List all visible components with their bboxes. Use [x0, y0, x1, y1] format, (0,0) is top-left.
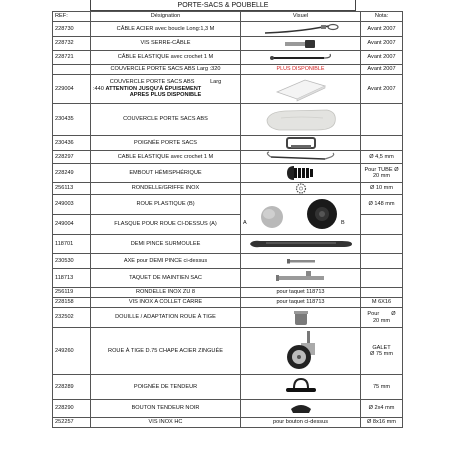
- row-visual: [241, 136, 361, 151]
- row-note: Ø 10 mm: [361, 183, 403, 195]
- row-designation: POIGNÉE PORTE SACS: [91, 136, 241, 151]
- row-visual-text: pour taquet 118713: [241, 288, 361, 298]
- row-ref: 228290: [53, 400, 91, 418]
- row-ref: 228249: [53, 164, 91, 183]
- row-note-line: Ø 75 mm: [369, 351, 393, 357]
- row-designation: TAQUET DE MAINTIEN SAC: [91, 269, 241, 288]
- row-ref: 229004: [53, 75, 91, 104]
- table-header-row: [53, 12, 403, 22]
- row-visual: [241, 151, 361, 164]
- row-ref: 232502: [53, 308, 91, 328]
- table-row: [53, 308, 403, 328]
- table-row: [53, 104, 403, 136]
- label-b: B: [341, 220, 345, 226]
- screw-clamp-icon: [281, 38, 321, 50]
- table-row: [53, 65, 403, 75]
- axle-icon: [281, 255, 321, 267]
- caster-icon: [271, 329, 331, 373]
- column-header-note: Nota:: [361, 12, 403, 22]
- row-warning: APRES PLUS DISPONIBLE: [129, 92, 202, 99]
- row-visual: [241, 308, 361, 328]
- row-ref: 252257: [53, 418, 91, 428]
- page-title: PORTE-SACS & POUBELLE: [90, 0, 356, 11]
- row-note: Ø 2x4 mm: [361, 400, 403, 418]
- row-ref: 230435: [53, 104, 91, 136]
- row-note: [361, 254, 403, 269]
- handle-icon: [281, 136, 321, 150]
- row-designation-line: COUVERCLE PORTE SACS ABS: [109, 79, 195, 86]
- row-visual-status: PLUS DISPONIBLE: [241, 65, 361, 75]
- table-row: [53, 254, 403, 269]
- row-note: Avant 2007: [361, 65, 403, 75]
- table-row: [53, 22, 403, 37]
- row-visual: [241, 235, 361, 254]
- row-designation: COUVERCLE PORTE SACS ABS: [91, 104, 241, 136]
- half-clamp-icon: [246, 237, 356, 251]
- row-note: [361, 308, 403, 328]
- row-visual: [241, 269, 361, 288]
- table-row: [53, 51, 403, 65]
- row-ref: 249004: [53, 215, 91, 235]
- row-ref: [53, 65, 91, 75]
- row-designation: RONDELLE/GRIFFE INOX: [91, 183, 241, 195]
- row-ref: 228158: [53, 298, 91, 308]
- row-designation: RONDELLE INOX ZU 8: [91, 288, 241, 298]
- bushing-icon: [281, 309, 321, 327]
- row-ref: 118701: [53, 235, 91, 254]
- row-note-line: Pour TUBE Ø: [364, 166, 399, 173]
- row-ref: 228721: [53, 51, 91, 65]
- row-designation: CABLE ELASTIQUE avec crochet 1 M: [91, 151, 241, 164]
- table-row: [53, 136, 403, 151]
- row-designation: EMBOUT HÉMISPHÉRIQUE: [91, 164, 241, 183]
- row-note: M 6X16: [361, 298, 403, 308]
- row-designation: VIS SERRE-CÂBLE: [91, 37, 241, 51]
- row-visual-text: pour bouton ci-dessus: [241, 418, 361, 428]
- row-visual: [241, 328, 361, 375]
- row-visual: [241, 164, 361, 183]
- row-ref: 230436: [53, 136, 91, 151]
- row-visual: [241, 183, 361, 195]
- row-designation: DOUILLE / ADAPTATION ROUE À TIGE: [91, 308, 241, 328]
- row-note: Ø 8x16 mm: [361, 418, 403, 428]
- row-designation: COUVERCLE PORTE SACS ABS Larg :320: [91, 65, 241, 75]
- row-note: [361, 269, 403, 288]
- row-designation: FLASQUE POUR ROUE CI-DESSUS (A): [91, 215, 241, 235]
- bag-cleat-icon: [266, 269, 336, 287]
- row-visual: [241, 375, 361, 400]
- row-designation: CÂBLE ACIER avec boucle Long:1,3 M: [91, 22, 241, 37]
- row-designation: AXE pour DEMI PINCE ci-dessus: [91, 254, 241, 269]
- column-header-visual: Visuel: [241, 12, 361, 22]
- row-designation-word: Larg: [210, 79, 222, 86]
- column-header-ref: REF:: [53, 12, 91, 22]
- row-designation: ROUE À TIGE D.75 CHAPE ACIER ZINGUÉE: [91, 328, 241, 375]
- table-row: [53, 400, 403, 418]
- star-washer-icon: [291, 183, 311, 194]
- row-warning: ATTENTION JUSQU'À ÉPUISEMENT: [105, 85, 202, 92]
- row-designation: VIS INOX HC: [91, 418, 241, 428]
- row-ref: 256113: [53, 183, 91, 195]
- row-ref: 256119: [53, 288, 91, 298]
- row-designation: POIGNÉE DE TENDEUR: [91, 375, 241, 400]
- row-note: [361, 215, 403, 235]
- column-header-designation: Désignation: [91, 12, 241, 22]
- row-visual: [241, 22, 361, 37]
- tensioner-handle-icon: [276, 376, 326, 398]
- row-note: [361, 328, 403, 375]
- parts-table: [52, 11, 403, 428]
- table-row: [53, 183, 403, 195]
- row-note: Ø 4,5 mm: [361, 151, 403, 164]
- lid-grey-icon: [261, 106, 341, 134]
- table-row: [53, 75, 403, 104]
- table-row: [53, 269, 403, 288]
- row-designation-line: :440: [93, 85, 104, 92]
- table-row: [53, 288, 403, 298]
- row-note-line: Pour: [367, 311, 380, 318]
- table-row: [53, 328, 403, 375]
- row-note-line: GALET: [372, 344, 391, 351]
- row-note-word: Ø: [391, 311, 396, 318]
- row-note: [361, 136, 403, 151]
- row-visual: [241, 75, 361, 104]
- cable-loop-icon: [261, 23, 341, 36]
- row-visual: [241, 51, 361, 65]
- wheel-icon: [246, 196, 356, 234]
- row-note: Avant 2007: [361, 51, 403, 65]
- row-note: [361, 235, 403, 254]
- table-row: [53, 418, 403, 428]
- table-row: [53, 375, 403, 400]
- end-cap-icon: [281, 164, 321, 182]
- row-designation: [91, 75, 241, 104]
- elastic-hook-icon: [261, 151, 341, 163]
- row-ref: 249260: [53, 328, 91, 375]
- row-note: Avant 2007: [361, 75, 403, 104]
- row-note: Ø 148 mm: [361, 195, 403, 215]
- table-row: [53, 298, 403, 308]
- row-visual: [241, 254, 361, 269]
- row-designation: BOUTON TENDEUR NOIR: [91, 400, 241, 418]
- row-visual-wheel: [241, 195, 361, 235]
- table-row: [53, 151, 403, 164]
- table-row: [53, 164, 403, 183]
- row-ref: 228289: [53, 375, 91, 400]
- row-note: [361, 104, 403, 136]
- row-visual-text: pour taquet 118713: [241, 298, 361, 308]
- row-note: Avant 2007: [361, 37, 403, 51]
- row-ref: 249003: [53, 195, 91, 215]
- row-visual: [241, 37, 361, 51]
- table-row: [53, 195, 403, 215]
- row-visual: [241, 400, 361, 418]
- row-designation: DEMI PINCE SURMOULEE: [91, 235, 241, 254]
- row-ref: 118713: [53, 269, 91, 288]
- row-visual: [241, 104, 361, 136]
- table-row: [53, 235, 403, 254]
- table-row: [53, 37, 403, 51]
- row-ref: 228732: [53, 37, 91, 51]
- row-note: [361, 164, 403, 183]
- row-ref: 228297: [53, 151, 91, 164]
- label-a: A: [243, 220, 247, 226]
- row-ref: 230530: [53, 254, 91, 269]
- row-designation: ROUE PLASTIQUE (B): [91, 195, 241, 215]
- row-designation: CÂBLE ELASTIQUE avec crochet 1 M: [91, 51, 241, 65]
- row-note-line: 20 mm: [372, 173, 391, 179]
- tensioner-knob-icon: [281, 401, 321, 417]
- row-note: 75 mm: [361, 375, 403, 400]
- row-note: [361, 288, 403, 298]
- row-note-line: 20 mm: [372, 317, 391, 324]
- elastic-cable-icon: [266, 52, 336, 64]
- lid-white-icon: [271, 76, 331, 102]
- row-note: Avant 2007: [361, 22, 403, 37]
- row-designation: VIS INOX A COLLET CARRE: [91, 298, 241, 308]
- row-ref: 228730: [53, 22, 91, 37]
